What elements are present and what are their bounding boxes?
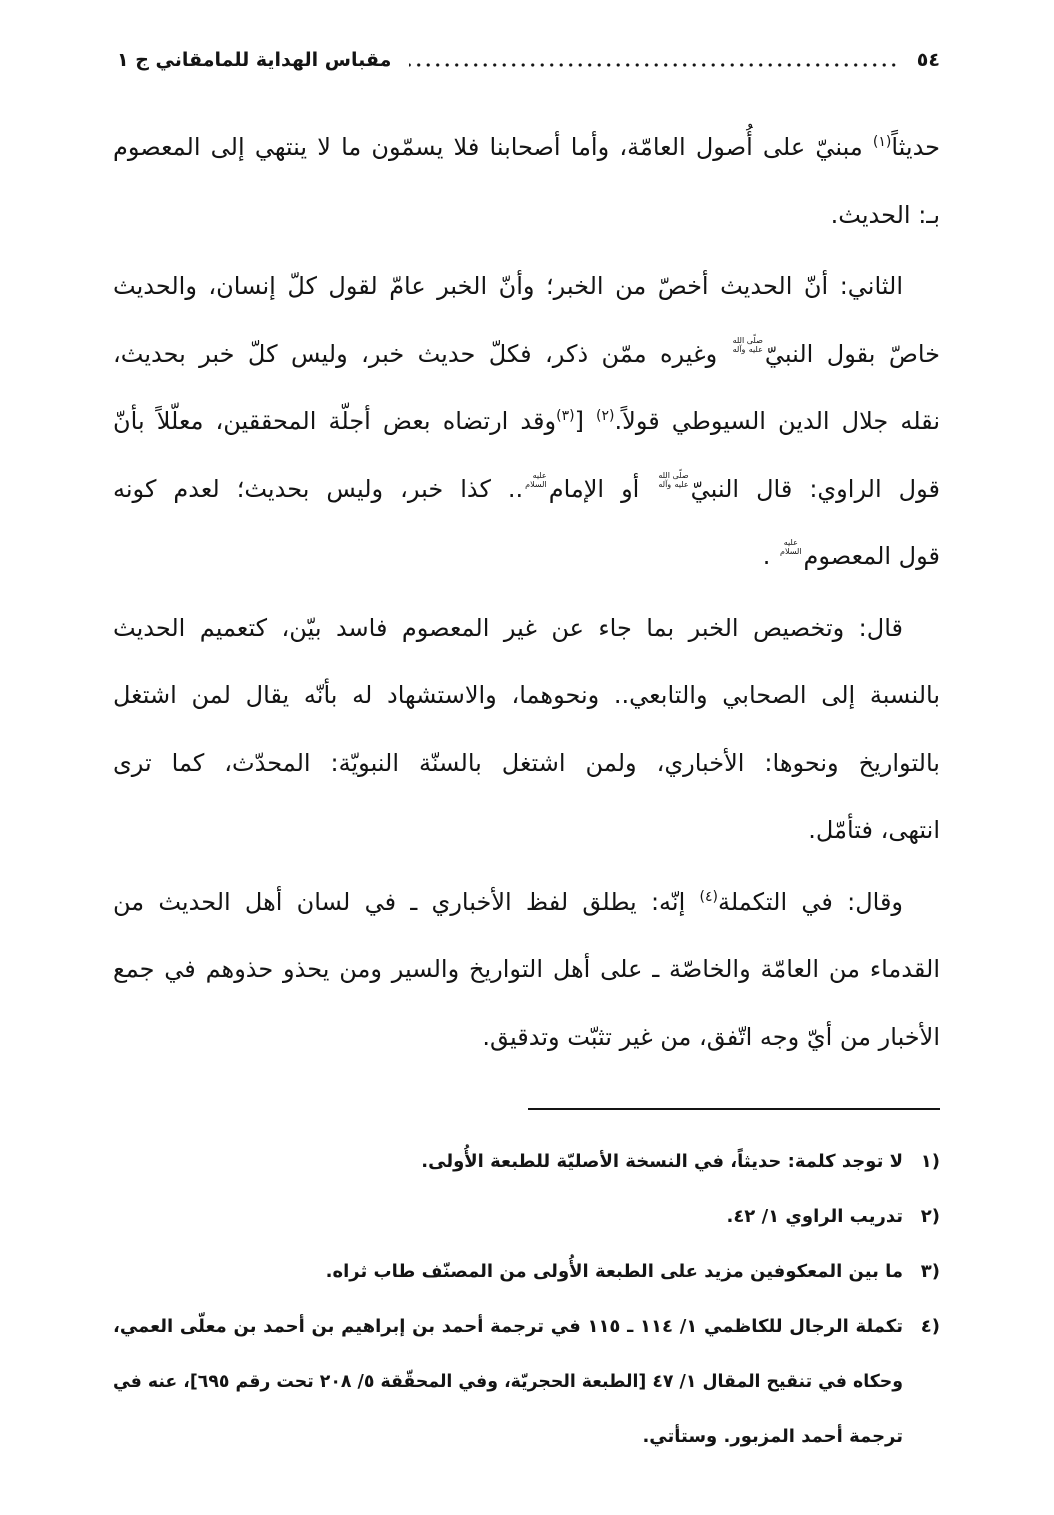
footnote-line: تدريب الراوي ١/ ٤٢. <box>726 1206 903 1227</box>
body-line <box>113 114 940 182</box>
body-line <box>113 182 940 250</box>
footnote-ref: (٣) <box>556 408 575 424</box>
body-line <box>113 456 940 524</box>
line-text: قال: وتخصيص الخبر بما جاء عن غير المعصوم فاسد بيّن، كتعميم الحديث <box>113 613 903 642</box>
line-text: حديثاً <box>891 133 940 161</box>
footnote-text <box>113 1189 903 1244</box>
line-text: بالنسبة إلى الصحابي والتابعي.. ونحوهما، والاستشهاد له بأنّه يقال لمن اشتغل <box>113 681 940 709</box>
footnote-ref: (٢) <box>596 408 615 424</box>
line-text: بالتواريخ ونحوها: الأخباري، ولمن اشتغل بالسنّة النبويّة: المحدّث، كما ترى <box>113 748 940 777</box>
line-text: الثاني: أنّ الحديث أخصّ من الخبر؛ وأنّ الخبر عامّ لقول كلّ إنسان، والحديث <box>113 272 903 300</box>
footnotes <box>113 1134 940 1464</box>
line-text: إنّه: يطلق لفظ الأخباري ـ في لسان أهل الحديث من <box>113 887 700 916</box>
footnote-line: ما بين المعكوفين مزيد على الطبعة الأُولى من المصنّف طاب ثراه. <box>325 1261 903 1282</box>
line-text: القدماء من العامّة والخاصّة ـ على أهل التواريخ والسير ومن يحذو حذوهم في جمع <box>113 955 940 983</box>
footnote-separator <box>528 1108 940 1110</box>
line-text: مبنيّ على أُصول العامّة، وأما أصحابنا فلا يسمّون ما لا ينتهي إلى المعصوم <box>113 133 873 161</box>
line-text: نقله جلال الدين السيوطي قولاً. <box>614 407 941 435</box>
body-line <box>113 797 940 865</box>
footnote-number: ٤) <box>920 1316 940 1337</box>
line-text: .. كذا خبر، وليس بحديث؛ لعدم كونه <box>113 474 524 503</box>
honorific-prophet <box>733 336 763 354</box>
line-text: انتهى، فتأمّل. <box>808 816 940 844</box>
footnote-text <box>113 1134 903 1189</box>
page-number: ٥٤ <box>916 49 940 71</box>
honorific-text: عليه وآله <box>732 344 763 354</box>
footnote <box>113 1189 940 1244</box>
line-text: قول المعصوم <box>803 542 940 570</box>
body-line <box>113 595 940 663</box>
running-header <box>117 42 940 78</box>
body-line <box>113 869 940 937</box>
honorific-imam <box>780 538 802 556</box>
body-line <box>113 662 940 730</box>
line-text: قول الراوي: قال النبيّ <box>690 474 940 503</box>
honorific-text: عليه وآله <box>658 479 689 489</box>
footnote-text <box>113 1299 903 1464</box>
footnote <box>113 1299 940 1464</box>
line-text: وغيره ممّن ذكر، فكلّ حديث خبر، وليس كلّ خبر بحديث، <box>113 339 731 368</box>
footnote <box>113 1134 940 1189</box>
body-line <box>113 523 940 591</box>
honorific-text: السلام <box>780 547 802 556</box>
honorific-text: صلّى الله <box>732 335 763 345</box>
honorific-imam <box>525 471 547 489</box>
footnote-line: لا توجد كلمة: حديثاً، في النسخة الأصليّة للطبعة الأُولى. <box>421 1151 903 1172</box>
footnote-line: وحكاه في تنقيح المقال ١/ ٤٧ [الطبعة الحجريّة، وفي المحقّقة ٥/ ٢٠٨ تحت رقم ٦٩٥]، عنه في <box>112 1371 904 1392</box>
line-text: بـ: الحديث. <box>830 200 940 229</box>
body-line <box>113 1004 940 1072</box>
line-text: [ <box>574 407 597 435</box>
body-line <box>113 321 940 389</box>
line-text: . <box>762 542 779 570</box>
line-text: وقد ارتضاه بعض أجلّة المحققين، معلّلاً بأنّ <box>113 407 557 435</box>
body-line <box>113 730 940 798</box>
honorific-text: صلّى الله <box>658 470 689 480</box>
footnote-line: تكملة الرجال للكاظمي ١/ ١١٤ ـ ١١٥ في ترجمة أحمد بن إبراهيم بن أحمد بن معلّى العمي، <box>113 1316 904 1337</box>
line-text: أو الإمام <box>548 474 657 503</box>
footnote-number: ١) <box>920 1151 940 1172</box>
footnote-number: ٢) <box>920 1206 940 1227</box>
line-text: وقال: في التكملة <box>717 887 904 916</box>
body-line <box>113 936 940 1004</box>
footnote-ref: (٤) <box>699 888 718 905</box>
honorific-text: عليه <box>532 470 547 480</box>
line-text: الأخبار من أيّ وجه اتّفق، من غير تثبّت وتدقيق. <box>482 1022 940 1051</box>
footnote-text <box>113 1244 903 1299</box>
footnote-number: ٣) <box>920 1261 940 1282</box>
line-text: خاصّ بقول النبيّ <box>764 339 940 368</box>
dot-leader <box>409 62 898 68</box>
footnote <box>113 1244 940 1299</box>
honorific-text: عليه <box>783 538 798 547</box>
body-text <box>113 114 940 1071</box>
running-title: مقباس الهداية للمامقاني ج ١ <box>117 49 392 71</box>
honorific-prophet <box>658 471 688 489</box>
footnote-ref: (١) <box>872 134 892 150</box>
body-line <box>113 388 940 456</box>
footnote-line: ترجمة أحمد المزبور. وستأتي. <box>642 1426 903 1447</box>
body-line <box>113 253 940 321</box>
honorific-text: السلام <box>525 479 547 489</box>
